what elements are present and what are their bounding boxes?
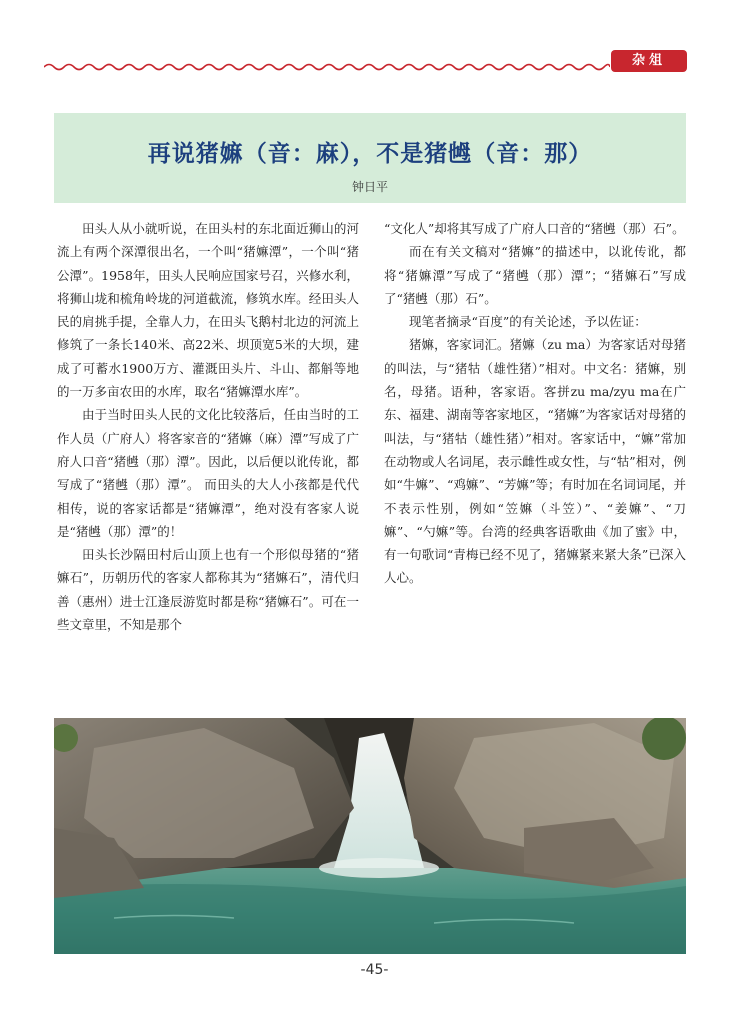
article-title: 再说猪嫲（音：麻），不是猪乸（音：那） [147, 141, 593, 167]
paragraph: 田头长沙隔田村后山顶上也有一个形似母猪的“猪嫲石”，历朝历代的客家人都称其为“猪嫲石”，清代归善（惠州）进士江逢辰游览时都是称“猪嫲石”。可在一些文章里，不知是那个 [57, 547, 359, 633]
article-header [54, 113, 686, 203]
paragraph: 田头人从小就听说，在田头村的东北面近狮山的河流上有两个深潭很出名，一个叫“猪嫲潭”，一个叫“猪公潭”。1958年，田头人民响应国家号召，兴修水利，将狮山垅和梳角岭垅的河道截流，修筑水库。经田头人民的肩挑手提，全靠人力，在田头飞鹅村北边的河流上修筑了一条长140米、高22米、坝顶宽5米的大坝，建成了可蓄水1900万方、灌溉田头片、斗山、都斛等地的一万多亩农田的水库，取名“猪嫲潭水库”。 [57, 221, 359, 400]
article-column-right [384, 217, 686, 590]
paragraph: 猪嫲，客家词汇。猪嫲（zu ma）为客家话对母猪的叫法，与“猪牯（雄性猪）”相对。中文名：猪嫲，别名，母猪。语种，客家语。客拼zu ma/zyu ma在广东、福建、湖南等客家地区，“猪嫲”为客家话对母猪的叫法，与“猪牯（雄性猪）”相对。客家话中，“嫲”常加在动物或人名词尾，表示雌性或女性，与“牯”相对，例如“牛嫲”、“鸡嫲”、“芳嫲”等；有时加在名词词尾，并不表示性别，例如“笠嫲（斗笠）”、“姜嫲”、“刀嫲”、“勺嫲”等。台湾的经典客语歌曲《加了蜜》中，有一句歌词“青梅已经不见了，猪嫲紧来紧大条”已深入人心。 [384, 337, 686, 586]
paragraph: “文化人”却将其写成了广府人口音的“猪乸（那）石”。 [384, 221, 685, 236]
paragraph: 现笔者摘录“百度”的有关论述，予以佐证： [409, 314, 647, 330]
article-author: 钟日平 [351, 180, 388, 194]
header-wave-divider [44, 60, 610, 74]
paragraph: 由于当时田头人民的文化比较落后，任由当时的工作人员（广府人）将客家音的“猪嫲（麻）潭”写成了广府人口音“猪乸（那）潭”。因此，以后便以讹传讹，都写成了“猪乸（那）潭”。 而田头的大人小孩都是代代相传，说的客家话都是“猪嫲潭”，绝对没有客家人说是“猪乸（那）潭”的！ [57, 407, 359, 539]
section-tag: 杂俎 [611, 50, 687, 72]
article-column-left [57, 217, 359, 636]
waterfall-photo [54, 718, 686, 954]
paragraph: 而在有关文稿对“猪嫲”的描述中，以讹传讹，都将“猪嫲潭”写成了“猪乸（那）潭”；“猪嫲石”写成了“猪乸（那）石”。 [384, 244, 686, 306]
page-number: -45- [360, 962, 389, 978]
